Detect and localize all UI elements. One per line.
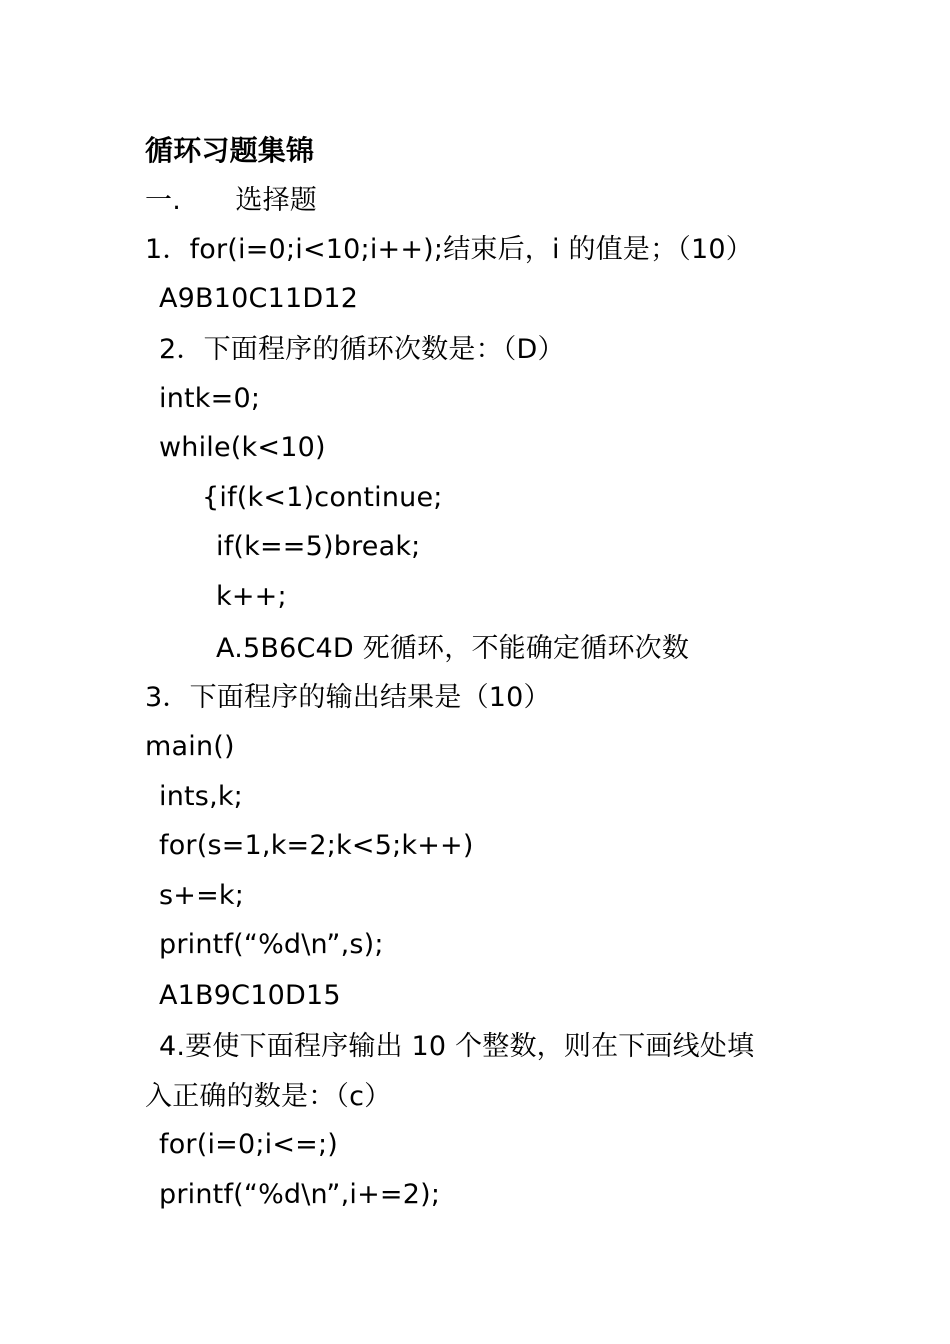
code-line: ints,k;: [159, 781, 243, 812]
question-2-options: A.5B6C4D 死循环，不能确定循环次数: [216, 633, 690, 664]
question-4: 4.要使下面程序输出 10 个整数，则在下画线处填: [159, 1031, 755, 1062]
code-line: if(k==5)break;: [216, 531, 421, 562]
code-line: k++;: [216, 581, 287, 612]
code-line: while(k<10): [159, 432, 326, 463]
code-line: for(i=0;i<=;): [159, 1129, 339, 1160]
question-1-options: A9B10C11D12: [159, 283, 359, 314]
code-line: printf(“%d\n”,i+=2);: [159, 1179, 441, 1210]
section-heading: 一. 选择题: [145, 185, 317, 216]
code-line: for(s=1,k=2;k<5;k++): [159, 830, 474, 861]
question-2: 2．下面程序的循环次数是：（D）: [159, 334, 565, 365]
code-line: intk=0;: [159, 383, 261, 414]
question-1: 1．for(i=0;i<10;i++);结束后，i 的值是；（10）: [145, 234, 753, 265]
question-4-continued: 入正确的数是：（c）: [145, 1081, 392, 1112]
question-3: 3．下面程序的输出结果是（10）: [145, 682, 551, 713]
page-title: 循环习题集锦: [145, 134, 315, 167]
code-line: printf(“%d\n”,s);: [159, 929, 384, 960]
code-line: s+=k;: [159, 880, 245, 911]
question-3-options: A1B9C10D15: [159, 980, 341, 1011]
code-line: {if(k<1)continue;: [202, 482, 443, 513]
code-line: main(): [145, 731, 235, 762]
